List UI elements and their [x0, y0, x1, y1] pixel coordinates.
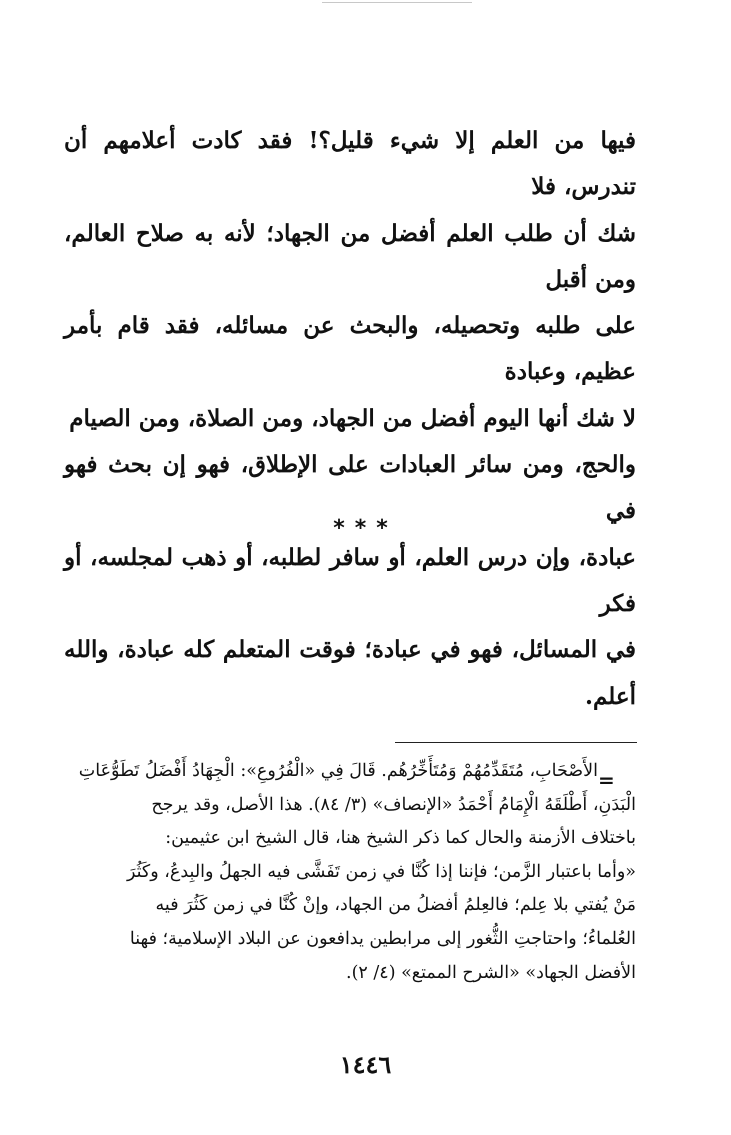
footnote-line: الأفضل الجهاد» «الشرح الممتع» (٤/ ٢).: [346, 962, 636, 983]
footnote-line: مَنْ يُفتي بلا عِلم؛ فالعِلمُ أفضلُ من الجهاد، وإنْ كُنَّا في زمن كَثُرَ فيه: [155, 895, 636, 916]
footnote-block: [64, 755, 636, 990]
page-number: ١٤٤٦: [339, 1050, 392, 1079]
footnote-line: الْبَدَنِ، أَطْلَقَهُ الْإِمَامُ أَحْمَدُ «الإنصاف» (٣/ ٨٤). هذا الأصل، وقد يرجح: [151, 794, 636, 815]
body-line: والحج، ومن سائر العبادات على الإطلاق، فهو إن بحث فهو في: [64, 451, 636, 525]
body-line: فيها من العلم إلا شيء قليل؟! فقد كادت أعلامهم أن تندرس، فلا: [64, 127, 636, 201]
body-line: على طلبه وتحصيله، والبحث عن مسائله، فقد قام بأمر عظيم، وعبادة: [64, 312, 636, 386]
body-line: في المسائل، فهو في عبادة؛ فوقت المتعلم كله عبادة، والله أعلم.: [64, 636, 636, 710]
top-margin-rule: [322, 2, 472, 3]
section-separator: ***: [333, 516, 398, 541]
body-line: شك أن طلب العلم أفضل من الجهاد؛ لأنه به صلاح العالم، ومن أقبل: [64, 219, 636, 293]
body-text: [64, 118, 636, 720]
footnote-line: الأَصْحَابِ، مُتَقَدِّمُهُمْ وَمُتَأَخِّرُهُم. قَالَ فِي «الْفُرُوعِ»: الْجِهَادُ أَفْضَلُ تَطَوُّعَاتِ: [78, 761, 598, 781]
footnote-line: العُلماءُ؛ واحتاجتِ الثُّغور إلى مرابطين يدافعون عن البلاد الإسلامية؛ فهنا: [129, 928, 636, 949]
body-line: لا شك أنها اليوم أفضل من الجهاد، ومن الصلاة، ومن الصيام: [69, 404, 636, 432]
body-line: عبادة، وإن درس العلم، أو سافر لطلبه، أو ذهب لمجلسه، أو فكر: [64, 543, 636, 617]
footnote-continuation-mark: =: [598, 768, 615, 792]
footnote-line: باختلاف الأزمنة والحال كما ذكر الشيخ هنا، قال الشيخ ابن عثيمين:: [165, 828, 636, 849]
footnote-rule: [395, 742, 637, 743]
footnote-line: «وأما باعتبار الزَّمن؛ فإننا إذا كُنَّا في زمن تَفَشَّى فيه الجهلُ والبِدعُ، وكَثُرَ: [127, 861, 636, 882]
